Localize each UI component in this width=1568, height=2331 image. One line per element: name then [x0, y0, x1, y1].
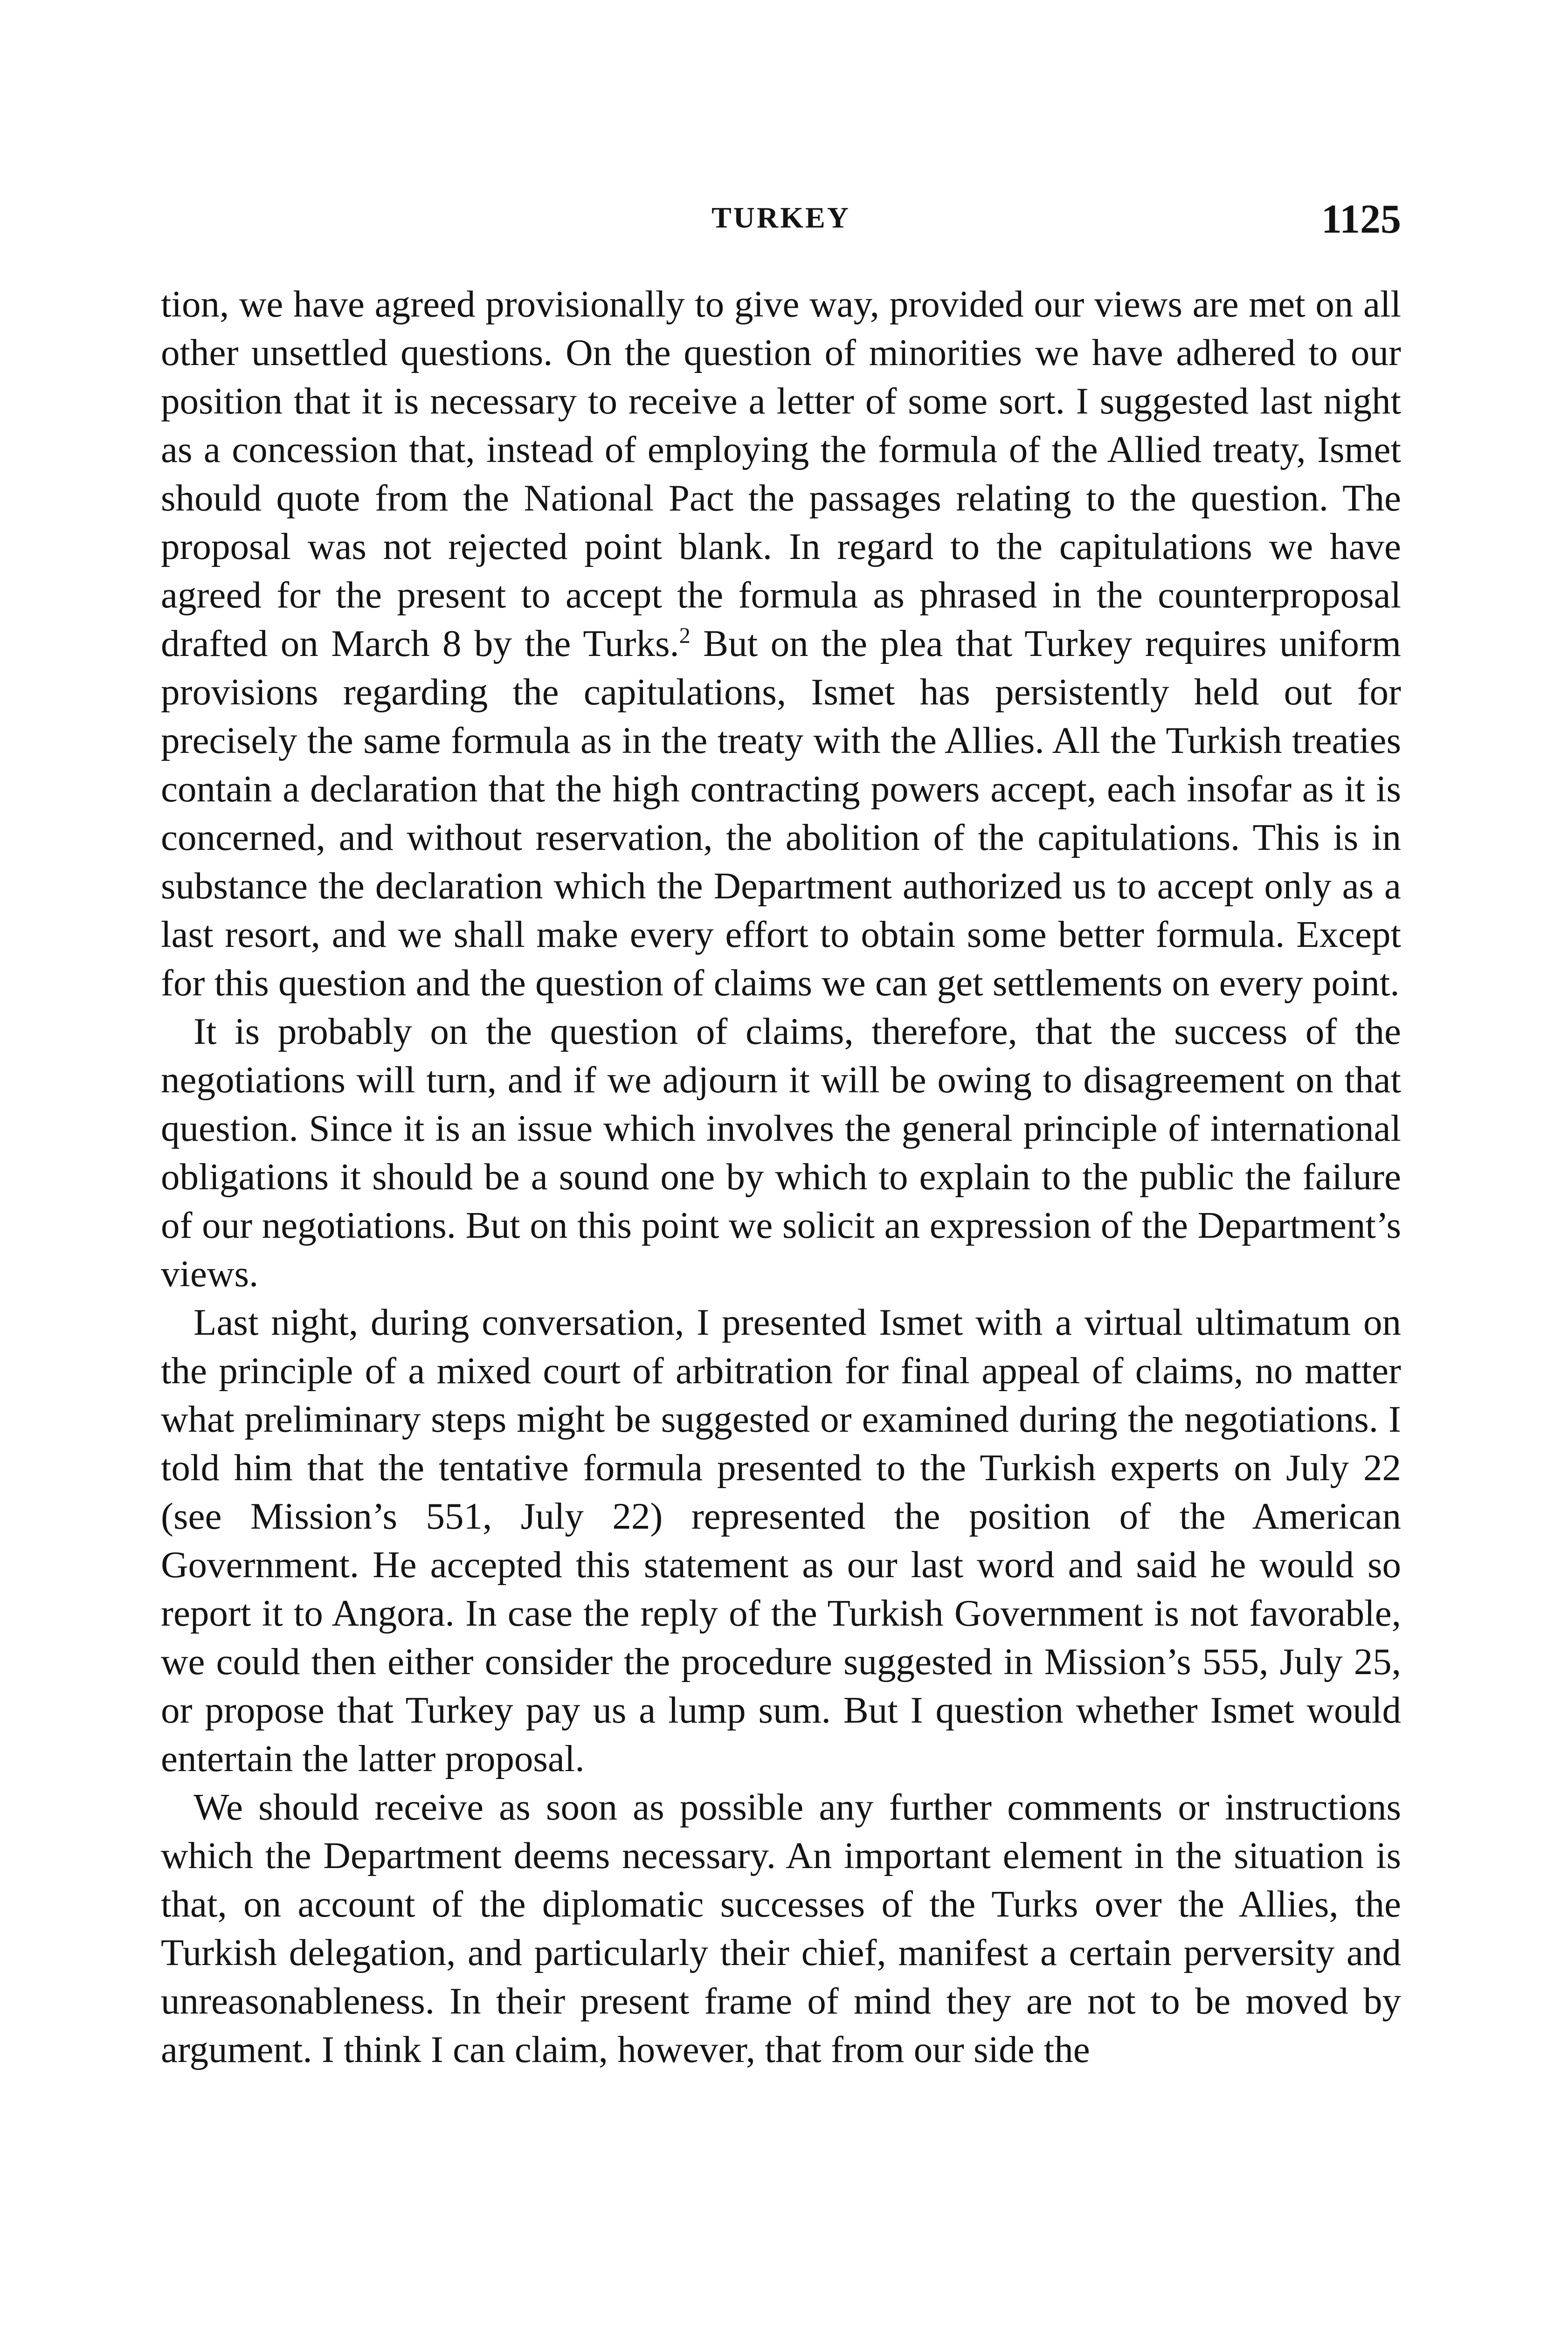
paragraph-2: It is probably on the question of claims, therefore, that the success of the negotiations will turn, and if we adjourn it will be owing to disagreement on that question. Since it is an issue which involves the general principle of international obligations it should be a sound one by which to explain to the public the failure of our negotiations. But on this point we solicit an expression of the Department’s views.	[161, 1010, 1401, 1295]
paragraph-3: Last night, during conversation, I presented Ismet with a virtual ultimatum on the principle of a mixed court of arbitration for final appeal of claims, no matter what preliminary steps might be suggested or examined during the negotiations. I told him that the tentative formula presented to the Turkish experts on July 22 (see Mission’s 551, July 22) represented the position of the American Government. He accepted this statement as our last word and said he would so report it to Angora. In case the reply of the Turkish Government is not favorable, we could then either consider the procedure suggested in Mission’s 555, July 25, or propose that Turkey pay us a lump sum. But I question whether Ismet would entertain the latter proposal.	[161, 1301, 1401, 1779]
running-head-title: TURKEY	[711, 201, 850, 234]
footnote-reference: 2	[679, 623, 691, 648]
page-number: 1125	[1321, 197, 1401, 242]
paragraph-1	[161, 280, 1401, 1007]
paragraph-1-text-a: tion, we have agreed provisionally to give way, provided our views are met on all other unsettled questions. On the question of minorities we have adhered to our position that it is necessary to receive a letter of some sort. I suggested last night as a concession that, instead of employing the formula of the Allied treaty, Ismet should quote from the National Pact the passages relating to the question. The proposal was not rejected point blank. In regard to the capitulations we have agreed for the present to accept the formula as phrased in the counterproposal drafted on March 8 by the Turks.	[161, 283, 1401, 664]
paragraph-1-text-b: But on the plea that Turkey requires uniform provisions regarding the capitulations, Ismet has persistently held out for precisely the same formula as in the treaty with the Allies. All the Turkish treaties contain a declaration that the high contracting powers accept, each insofar as it is concerned, and without reservation, the abolition of the capitulations. This is in substance the declaration which the Department authorized us to accept only as a last resort, and we shall make every effort to obtain some better formula. Except for this question and the question of claims we can get settlements on every point.	[161, 622, 1401, 1004]
document-page	[161, 0, 1401, 2331]
body-text	[161, 280, 1401, 2074]
paragraph-4: We should receive as soon as possible any further comments or instructions which the Department deems necessary. An important element in the situation is that, on account of the diplomatic successes of the Turks over the Allies, the Turkish delegation, and particularly their chief, manifest a certain perversity and unreasonableness. In their present frame of mind they are not to be moved by argument. I think I can claim, however, that from our side the	[161, 1786, 1401, 2070]
running-header	[161, 196, 1401, 247]
